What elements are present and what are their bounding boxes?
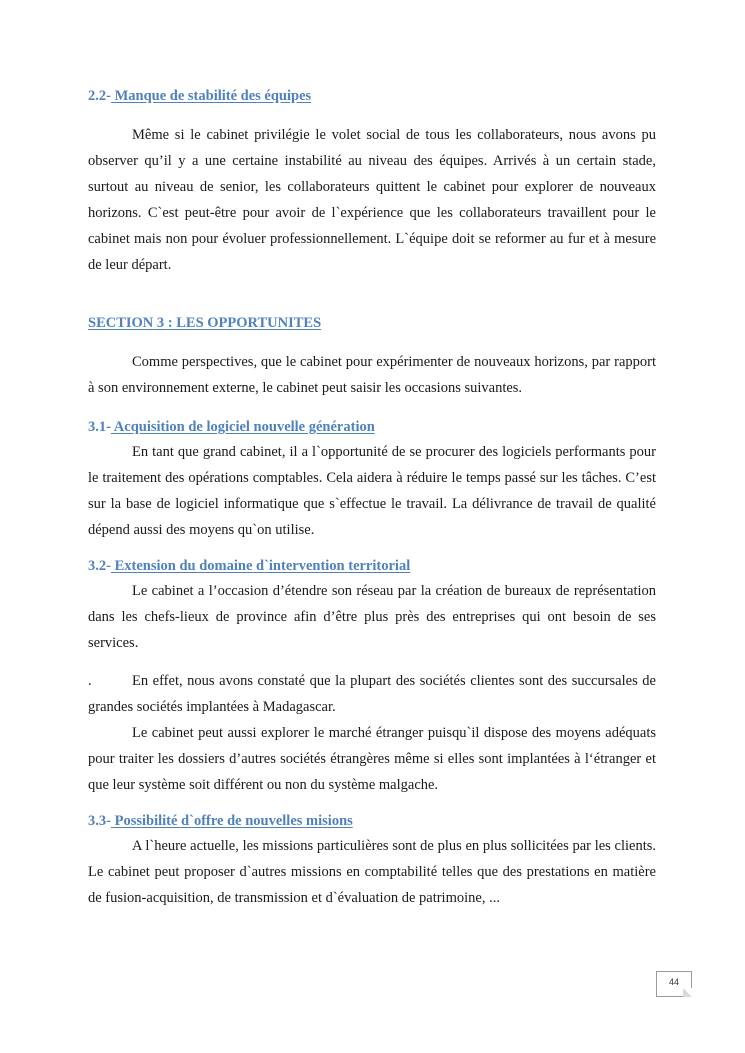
paragraph-text: En effet, nous avons constaté que la plupart des sociétés clientes sont des succursales de grandes sociétés implantées à Madagascar. <box>88 673 656 715</box>
heading-number: 3.1- <box>88 419 111 435</box>
heading-number: 2.2- <box>88 88 111 104</box>
heading-3-3 <box>88 811 656 831</box>
section-3-title <box>88 313 656 333</box>
paragraph-lead-mark: . <box>88 673 92 689</box>
heading-title: Extension du domaine d`intervention territorial <box>110 558 411 574</box>
heading-number: 3.3- <box>88 813 111 829</box>
page-curl-icon <box>683 988 692 997</box>
paragraph-3-3: A l`heure actuelle, les missions particulières sont de plus en plus sollicitées par les clients. Le cabinet peut proposer d`autres missions en comptabilité telles que des prestations en matière de fusion-acquisition, de transmission et d`évaluation de patrimoine, ... <box>88 838 656 906</box>
heading-3-2 <box>88 556 656 576</box>
heading-2-2 <box>88 86 656 106</box>
heading-title: Possibilité d`offre de nouvelles misions <box>110 813 353 829</box>
paragraph-3-2-a: Le cabinet a l’occasion d’étendre son réseau par la création de bureaux de représentation dans les chefs-lieux de province afin d’être plus près des entreprises qui ont besoin de ses services. <box>88 583 656 651</box>
paragraph-section-3: Comme perspectives, que le cabinet pour expérimenter de nouveaux horizons, par rapport à son environnement externe, le cabinet peut saisir les occasions suivantes. <box>88 354 656 396</box>
paragraph-3-2-b <box>88 668 656 720</box>
heading-title: Acquisition de logiciel nouvelle génération <box>110 419 375 435</box>
heading-3-1 <box>88 417 656 437</box>
page-number: 44 <box>668 977 679 987</box>
section-title-text: SECTION 3 : LES OPPORTUNITES <box>88 315 322 331</box>
page-number-box <box>656 971 692 997</box>
paragraph-3-2-c: Le cabinet peut aussi explorer le marché étranger puisqu`il dispose des moyens adéquats pour traiter les dossiers d’autres sociétés étrangères même si elles sont implantées à l‘étranger et que leur système soit différent ou non du système malgache. <box>88 725 656 793</box>
document-body <box>88 86 656 911</box>
paragraph-2-2: Même si le cabinet privilégie le volet social de tous les collaborateurs, nous avons pu observer qu’il y a une certaine instabilité au niveau des équipes. Arrivés à un certain stade, surtout au niveau de senior, les collaborateurs quittent le cabinet pour explorer de nouveaux horizons. C`est peut-être pour avoir de l`expérience que les collaborateurs travaillent pour le cabinet mais non pour évoluer professionnellement. L`équipe doit se reformer au fur et à mesure de leur départ. <box>88 127 656 273</box>
heading-number: 3.2- <box>88 558 111 574</box>
heading-title: Manque de stabilité des équipes <box>110 88 312 104</box>
paragraph-3-1: En tant que grand cabinet, il a l`opportunité de se procurer des logiciels performants pour le traitement des opérations comptables. Cela aidera à réduire le temps passé sur les tâches. C’est sur la base de logiciel informatique que s`effectue le travail. La délivrance de travail de qualité dépend aussi des moyens qu`on utilise. <box>88 444 656 538</box>
